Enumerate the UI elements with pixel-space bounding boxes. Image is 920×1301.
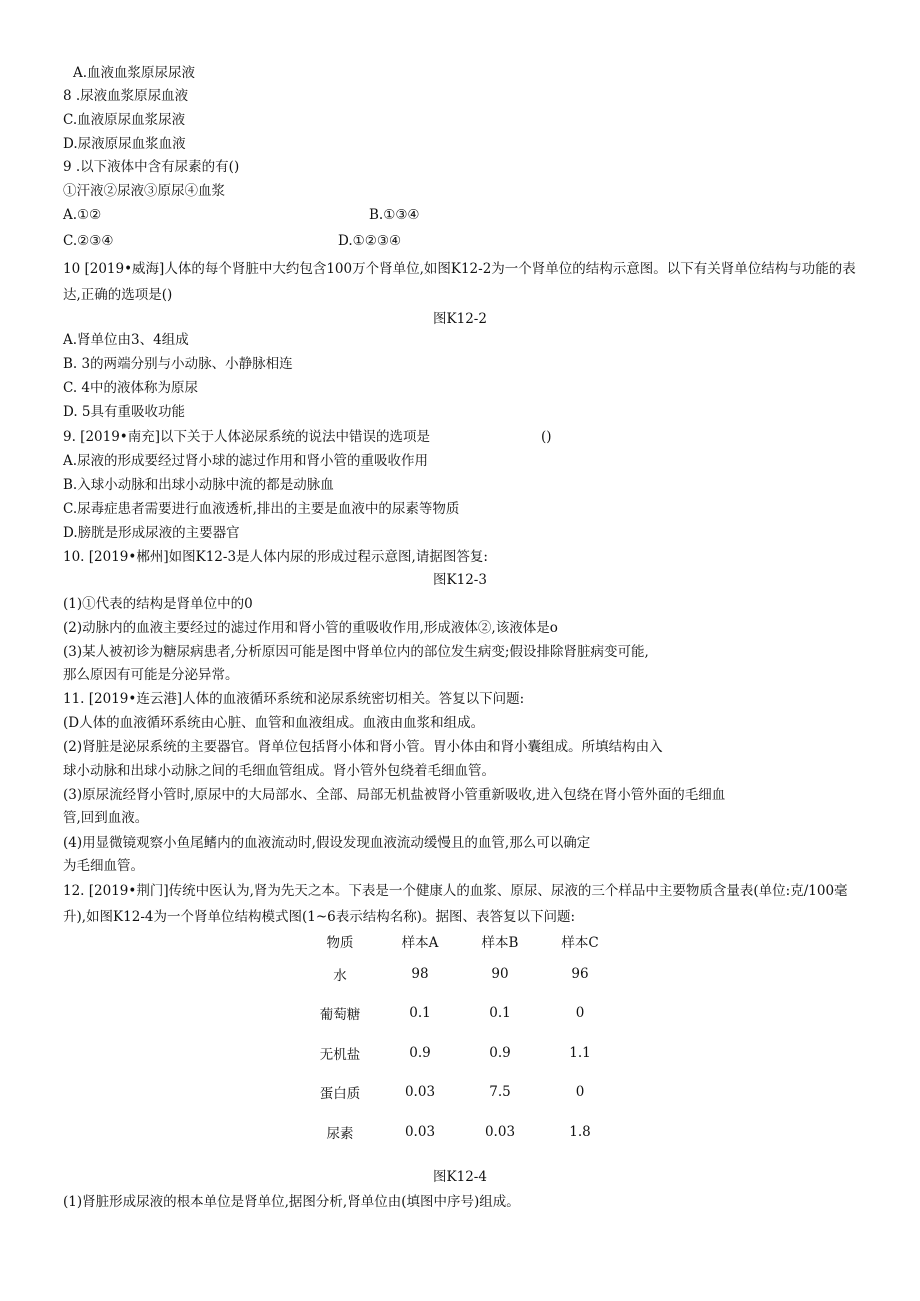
- table-cell: 无机盐: [319, 1046, 361, 1063]
- table-cell: 1.8: [569, 1123, 591, 1140]
- q10-option-a: A.肾单位由3、4组成: [63, 332, 189, 348]
- table-cell: 0.1: [409, 1005, 431, 1022]
- q9b-option-d: D.膀胱是形成尿液的主要器官: [63, 525, 240, 541]
- q9-stem: 9 .以下液体中含有尿素的有(): [63, 159, 240, 175]
- table-cell: 0.03: [404, 1123, 436, 1140]
- table-cell: 1.1: [569, 1044, 591, 1061]
- figure-caption-k12-2: 图K12-2: [433, 311, 487, 327]
- q11-part-3: (3)原尿流经肾小管时,原尿中的大局部水、全部、局部无机盐被肾小管重新吸收,进入包绕在肾小管外面的毛细血: [63, 787, 726, 803]
- table-cell: 0: [575, 1005, 585, 1022]
- q10b-part-2: (2)动脉内的血液主要经过的滤过作用和肾小管的重吸收作用,形成液体②,该液体是o: [63, 620, 558, 636]
- table-header: 物质: [326, 935, 354, 951]
- table-header: 样本A: [401, 935, 439, 951]
- q9b-option-b: B.入球小动脉和出球小动脉中流的都是动脉血: [63, 477, 334, 493]
- q8-stem: 8 .尿液血浆原尿血液: [63, 88, 189, 104]
- table-cell: 0.03: [484, 1123, 516, 1140]
- table-header: 样本B: [481, 935, 519, 951]
- q9-option-b: B.①③④: [369, 207, 420, 223]
- table-cell: 葡萄糖: [319, 1007, 361, 1024]
- q10b-stem: 10. [2019•郴州]如图K12-3是人体内尿的形成过程示意图,请据图答复:: [63, 549, 488, 565]
- table-cell: 0: [575, 1084, 585, 1101]
- q9-option-d: D.①②③④: [338, 233, 402, 249]
- table-cell: 0.1: [489, 1005, 511, 1022]
- q12-stem: 12. [2019•荆门]传统中医认为,肾为先天之本。下表是一个健康人的血浆、原尿、尿液的三个样品中主要物质含量表(单位:克/100毫升),如图K12-4为一个肾单位结构模式图(1~6表示结构名称)。据图、表答复以下问题:: [63, 883, 848, 925]
- table-cell: 尿素: [326, 1125, 354, 1142]
- q9-option-a: A.①②: [63, 207, 102, 223]
- option-d-order: D.尿液原尿血浆血液: [63, 136, 186, 152]
- q11-stem: 11. [2019•连云港]人体的血液循环系统和泌尿系统密切相关。答复以下问题:: [63, 691, 525, 707]
- q9b-answer-blank: (): [541, 429, 552, 445]
- q10-option-d: D. 5具有重吸收功能: [63, 404, 186, 420]
- q9b-option-c: C.尿毒症患者需要进行血液透析,排出的主要是血液中的尿素等物质: [63, 501, 460, 517]
- table-cell: 90: [491, 965, 509, 982]
- table-row: [300, 1073, 620, 1113]
- q11-part-2-cont: 球小动脉和出球小动脉之间的毛细血管组成。肾小管外包绕着毛细血管。: [63, 763, 495, 779]
- figure-caption-k12-3: 图K12-3: [433, 572, 487, 588]
- q12-part-1: (1)肾脏形成尿液的根本单位是肾单位,据图分析,肾单位由(填图中序号)组成。: [63, 1194, 520, 1210]
- table-row: [300, 1112, 620, 1152]
- q9b-option-a: A.尿液的形成要经过肾小球的滤过作用和肾小管的重吸收作用: [63, 453, 429, 469]
- table-cell: 0.03: [404, 1084, 436, 1101]
- q10b-part-3-cont: 那么原因有可能是分泌异常。: [63, 667, 239, 683]
- q11-part-4-cont: 为毛细血管。: [63, 858, 144, 874]
- q11-part-2: (2)肾脏是泌尿系统的主要器官。肾单位包括肾小体和肾小管。胃小体由和肾小囊组成。所填结构由入: [63, 739, 663, 755]
- q10b-part-1: (1)①代表的结构是肾单位中的0: [63, 596, 253, 612]
- option-a-order: A.血液血浆原尿尿液: [73, 65, 196, 81]
- table-header-row: [300, 928, 620, 954]
- table-cell: 7.5: [489, 1084, 511, 1101]
- q9-items: ①汗液②尿液③原尿④血浆: [63, 183, 225, 199]
- q11-part-4: (4)用显微镜观察小鱼尾鳍内的血液流动时,假设发现血液流动缓慢且的血管,那么可以确定: [63, 835, 591, 851]
- option-c-order: C.血液原尿血浆尿液: [63, 112, 186, 128]
- table-row: [300, 954, 620, 994]
- table-row: [300, 1033, 620, 1073]
- q10-option-b: B. 3的两端分别与小动脉、小静脉相连: [63, 356, 293, 372]
- q11-part-3-cont: 管,回到血液。: [63, 810, 149, 826]
- q11-part-1: (D人体的血液循环系统由心脏、血管和血液组成。血液由血浆和组成。: [63, 715, 485, 731]
- table-row: [300, 994, 620, 1034]
- table-cell: 0.9: [489, 1044, 511, 1061]
- table-cell: 96: [571, 965, 589, 982]
- q10b-part-3: (3)某人被初诊为糖尿病患者,分析原因可能是图中肾单位内的部位发生病变;假设排除肾脏病变可能,: [63, 644, 649, 660]
- q9-option-c: C.②③④: [63, 233, 114, 249]
- table-cell: 蛋白质: [319, 1086, 361, 1103]
- q10-option-c: C. 4中的液体称为原尿: [63, 380, 199, 396]
- substance-table: [300, 928, 620, 1152]
- table-cell: 98: [411, 965, 429, 982]
- table-header: 样本C: [561, 935, 599, 951]
- table-cell: 0.9: [409, 1044, 431, 1061]
- q10-stem: 10 [2019•威海]人体的每个肾脏中大约包含100万个肾单位,如图K12-2为一个肾单位的结构示意图。以下有关肾单位结构与功能的表达,正确的选项是(): [63, 261, 856, 303]
- table-cell: 水: [333, 967, 347, 984]
- q9b-stem: 9. [2019•南充]以下关于人体泌尿系统的说法中错误的选项是: [63, 429, 431, 445]
- figure-caption-k12-4: 图K12-4: [433, 1169, 487, 1185]
